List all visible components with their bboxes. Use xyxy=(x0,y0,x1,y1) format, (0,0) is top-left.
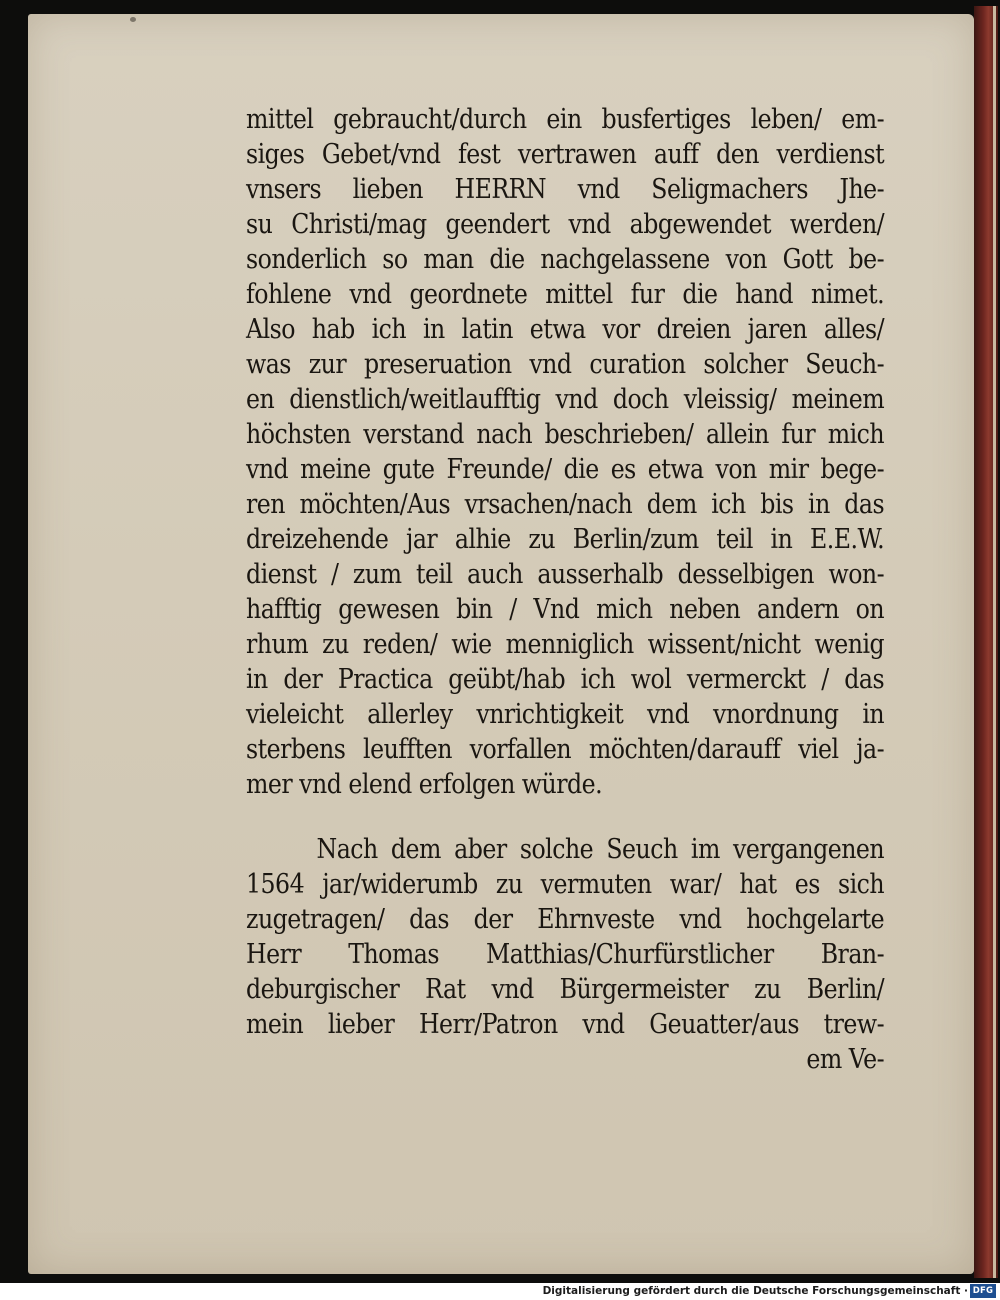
ink-speck xyxy=(130,17,136,22)
text-line: mer vnd elend erfolgen würde. xyxy=(246,768,603,800)
text-line: siges Gebet/vnd fest vertrawen auff den verdienst xyxy=(246,138,885,170)
text-line: Herr Thomas Matthias/Churfürstlicher Bran- xyxy=(246,938,885,970)
text-line: sterbens leufften vorfallen möchten/darauff viel ja- xyxy=(246,733,885,765)
dfg-logo-icon: DFG xyxy=(970,1284,996,1298)
funding-credit: Digitalisierung gefördert durch die Deutsche Forschungsgemeinschaft · xyxy=(542,1285,968,1297)
text-line: hafftig gewesen bin / Vnd mich neben andern on xyxy=(246,593,885,625)
text-line: höchsten verstand nach beschrieben/ allein fur mich xyxy=(246,418,885,450)
footer-bar xyxy=(0,1283,1000,1300)
paragraph-gap xyxy=(246,802,886,832)
catchword: em Ve- xyxy=(806,1043,885,1075)
text-line: ren möchten/Aus vrsachen/nach dem ich bis in das xyxy=(246,488,885,520)
text-line: dienst / zum teil auch ausserhalb desselbigen won- xyxy=(246,558,885,590)
text-line: sonderlich so man die nachgelassene von Gott be- xyxy=(246,243,885,275)
text-line: mittel gebraucht/durch ein busfertiges leben/ em- xyxy=(246,103,885,135)
text-line: deburgischer Rat vnd Bürgermeister zu Berlin/ xyxy=(246,973,885,1005)
text-line: zugetragen/ das der Ehrnveste vnd hochgelarte xyxy=(246,903,885,935)
text-line: dreizehende jar alhie zu Berlin/zum teil in E.E.W. xyxy=(246,523,885,555)
text-line: fohlene vnd geordnete mittel fur die hand nimet. xyxy=(246,278,885,310)
text-line: in der Practica geübt/hab ich wol vermerckt / das xyxy=(246,663,885,695)
text-line: vieleicht allerley vnrichtigkeit vnd vnordnung in xyxy=(246,698,885,730)
paragraph-1 xyxy=(246,102,886,802)
text-line: en dienstlich/weitlaufftig vnd doch vleissig/ meinem xyxy=(246,383,885,415)
text-line: Also hab ich in latin etwa vor dreien jaren alles/ xyxy=(246,313,885,345)
text-line: Nach dem aber solche Seuch im vergangenen xyxy=(316,833,885,865)
paragraph-2 xyxy=(246,832,886,1042)
text-line: su Christi/mag geendert vnd abgewendet werden/ xyxy=(246,208,885,240)
book-edge xyxy=(974,6,998,1278)
text-line: was zur preseruation vnd curation solcher Seuch- xyxy=(246,348,885,380)
text-line: mein lieber Herr/Patron vnd Geuatter/aus trew- xyxy=(246,1008,885,1040)
text-line: 1564 jar/widerumb zu vermuten war/ hat es sich xyxy=(246,868,885,900)
text-line: vnd meine gute Freunde/ die es etwa von mir bege- xyxy=(246,453,885,485)
body-text xyxy=(246,102,886,1077)
text-line: vnsers lieben HERRN vnd Seligmachers Jhe- xyxy=(246,173,885,205)
text-line: rhum zu reden/ wie menniglich wissent/nicht wenig xyxy=(246,628,885,660)
